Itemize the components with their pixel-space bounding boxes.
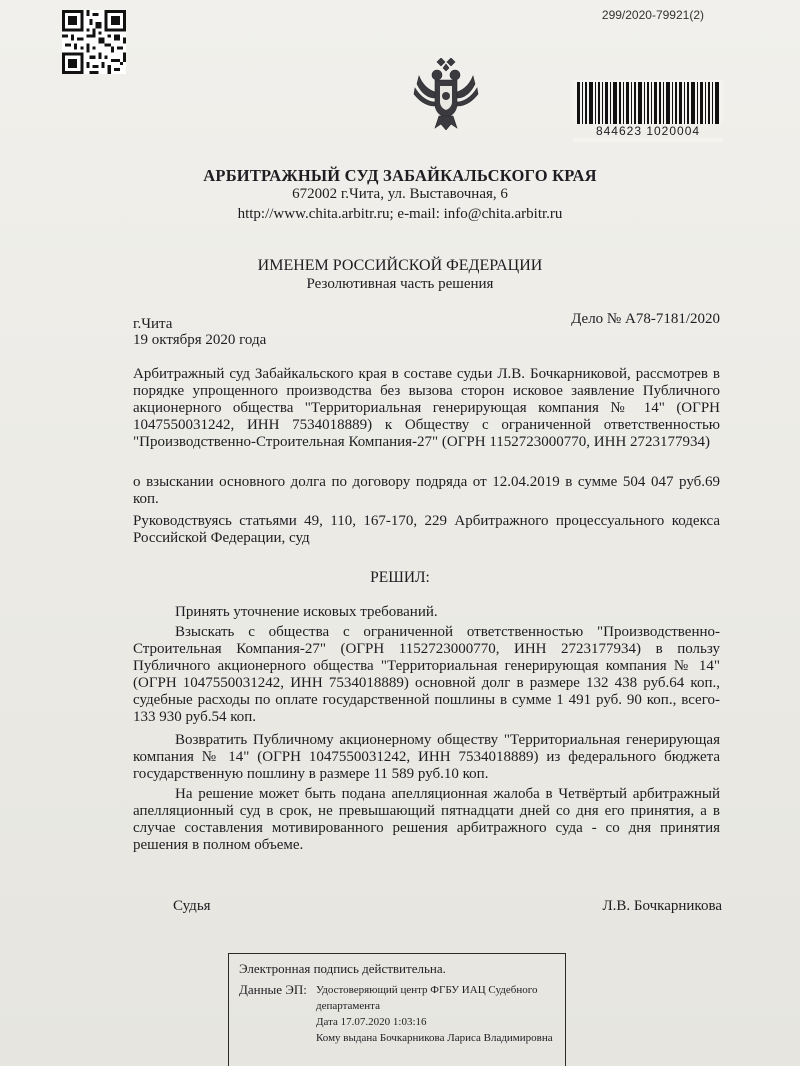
judge-name: Л.В. Бочкарникова bbox=[602, 898, 722, 914]
guided-paragraph: Руководствуясь статьями 49, 110, 167-170, 229 Арбитражного процессуального кодекса Российской Федерации, суд bbox=[133, 513, 720, 546]
stamp-date: Дата 17.07.2020 1:03:16 bbox=[316, 1016, 427, 1028]
qr-code-icon bbox=[62, 10, 126, 74]
stamp-valid-text: Электронная подпись действительна. bbox=[239, 961, 446, 976]
case-id-label: 299/2020-79921(2) bbox=[601, 8, 704, 22]
city: г.Чита bbox=[133, 316, 173, 332]
court-address: 672002 г.Чита, ул. Выставочная, 6 bbox=[292, 186, 508, 202]
stamp-owner: Кому выдана Бочкарникова Лариса Владимировна bbox=[316, 1032, 553, 1044]
decision-heading: РЕШИЛ: bbox=[370, 569, 430, 586]
decision-paragraph-1: Принять уточнение исковых требований. bbox=[175, 604, 438, 620]
coat-of-arms-icon bbox=[413, 58, 479, 130]
court-contacts: http://www.chita.arbitr.ru; e-mail: info@chita.arbitr.ru bbox=[237, 206, 563, 222]
intro-paragraph: Арбитражный суд Забайкальского края в составе судьи Л.В. Бочкарниковой, рассмотрев в порядке упрощенного производства без вызова сторон исковое заявление Публичного акционерного общества "Территориальная генерирующая компания № 14" (ОГРН 1047550031242, ИНН 7534018889) к Обществу с ограниченной ответственностью "Производственно-Строительная Компания-27" (ОГРН 1152723000770, ИНН 2723177934) bbox=[133, 366, 720, 450]
sub-heading: Резолютивная часть решения bbox=[306, 276, 494, 292]
decision-paragraph-4: На решение может быть подана апелляционная жалоба в Четвёртый арбитражный апелляционный суд в срок, не превышающий пятнадцати дней со дня его принятия, а в случае составления мотивированного решения арбитражного суда - со дня принятия решения в полном объеме. bbox=[133, 786, 720, 853]
decision-paragraph-2: Взыскать с общества с ограниченной ответственностью "Производственно-Строительная Компания-27" (ОГРН 1152723000770, ИНН 2723177934) в пользу Публичного акционерного общества "Территориальная генерирующая компания № 14" (ОГРН 1047550031242, ИНН 7534018889) основной долг в размере 132 438 руб.64 коп., судебные расходы по оплате государственной пошлины в сумме 1 491 руб. 90 коп., всего- 133 930 руб.54 коп. bbox=[133, 624, 720, 725]
stamp-details bbox=[316, 982, 556, 1046]
judge-role: Судья bbox=[173, 898, 211, 914]
main-heading: ИМЕНЕМ РОССИЙСКОЙ ФЕДЕРАЦИИ bbox=[257, 257, 543, 274]
decision-paragraph-3: Возвратить Публичному акционерному обществу "Территориальная генерирующая компания № 14" (ОГРН 1047550031242, ИНН 7534018889) из федерального бюджета государственную пошлину в размере 11 589 руб.10 коп. bbox=[133, 732, 720, 782]
stamp-issuer: Удостоверяющий центр ФГБУ ИАЦ Судебного департамента bbox=[316, 984, 538, 1012]
claim-paragraph: о взыскании основного долга по договору подряда от 12.04.2019 в сумме 504 047 руб.69 коп. bbox=[133, 474, 720, 507]
e-signature-stamp bbox=[228, 953, 566, 1066]
barcode-number: 844623 1020004 bbox=[573, 124, 723, 138]
case-number: Дело № А78-7181/2020 bbox=[571, 311, 720, 327]
court-title: АРБИТРАЖНЫЙ СУД ЗАБАЙКАЛЬСКОГО КРАЯ bbox=[203, 166, 597, 185]
stamp-label: Данные ЭП: bbox=[239, 982, 307, 997]
decision-date: 19 октября 2020 года bbox=[133, 332, 267, 348]
